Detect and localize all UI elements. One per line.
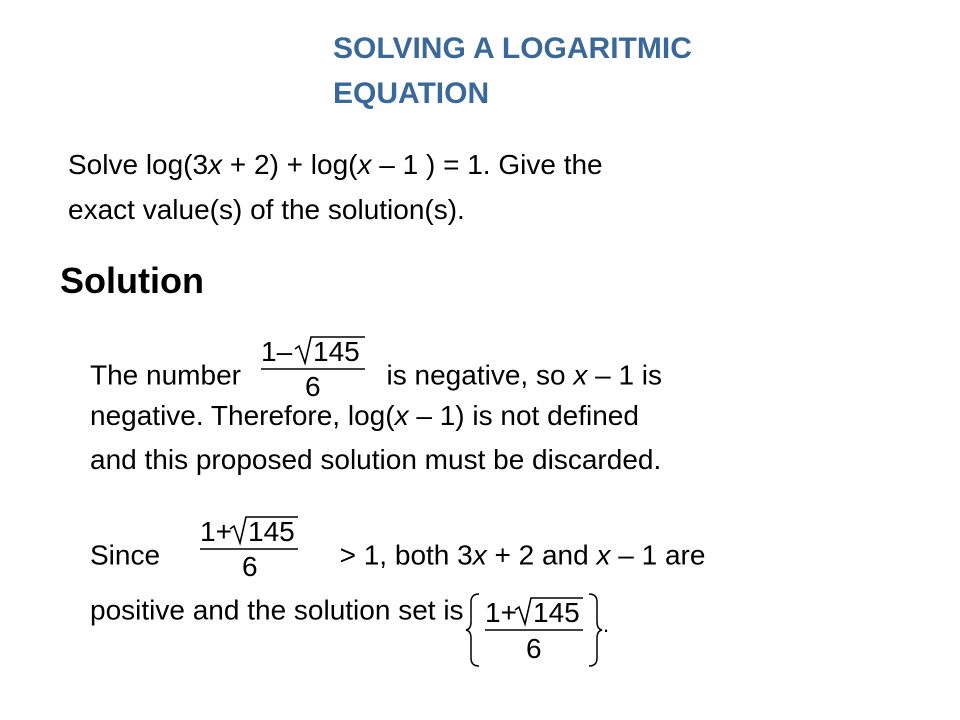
paragraph-solution-set [90,516,910,664]
title-line-1: SOLVING A LOGARITMIC [333,32,692,65]
paragraph-line [90,394,910,438]
variable-x: x [573,359,588,391]
set-numerator-radicand: 145 [533,597,581,628]
fraction-one-minus-root-145-over-6 [259,336,367,402]
solution-heading: Solution [60,260,204,301]
paragraph-text: negative. Therefore, log( [90,400,395,431]
fraction-numerator-left: 1– [260,336,292,367]
paragraph-text: is negative, so [378,359,574,391]
paragraph-text: > 1, both 3 [331,539,473,571]
paragraph-line [90,574,910,664]
variable-x: x [394,400,409,431]
problem-text: + 2) + log( [222,149,358,180]
solution-set-fraction [465,592,615,668]
fraction-numerator-radicand: 145 [312,336,360,367]
paragraph-text: positive and the solution set is [90,594,472,626]
variable-x: x [357,149,372,180]
title-line-2: EQUATION [333,77,490,110]
problem-line-2: exact value(s) of the solution(s). [68,194,465,225]
paragraph-text: – 1 is [587,359,663,391]
left-brace-icon [466,594,479,666]
problem-text: Solve log(3 [68,149,209,180]
fraction-one-plus-root-145-over-6 [198,516,300,582]
fraction-denominator: 6 [304,371,321,402]
fraction-numerator-left: 1+ [199,516,232,547]
paragraph-text: The number [90,359,249,391]
variable-x: x [208,149,223,180]
fraction-numerator-radicand: 145 [247,516,295,547]
problem-line-1 [68,142,908,187]
set-numerator-left: 1+ [485,597,518,628]
paragraph-text: – 1 are [610,539,706,571]
right-brace-icon [589,594,602,666]
paragraph-text: – 1) is not defined [408,400,639,431]
paragraph-line: and this proposed solution must be discarded. [90,444,662,475]
variable-x: x [596,539,611,571]
slide-title [333,26,893,116]
paragraph-discard [90,336,910,482]
paragraph-text: Since [90,539,168,571]
period: . [603,612,610,637]
set-denominator: 6 [526,633,542,664]
paragraph-text: + 2 and [486,539,597,571]
variable-x: x [472,539,487,571]
fraction-denominator: 6 [241,551,258,582]
problem-statement [68,142,908,232]
problem-text: – 1 ) = 1. Give the [371,149,603,180]
